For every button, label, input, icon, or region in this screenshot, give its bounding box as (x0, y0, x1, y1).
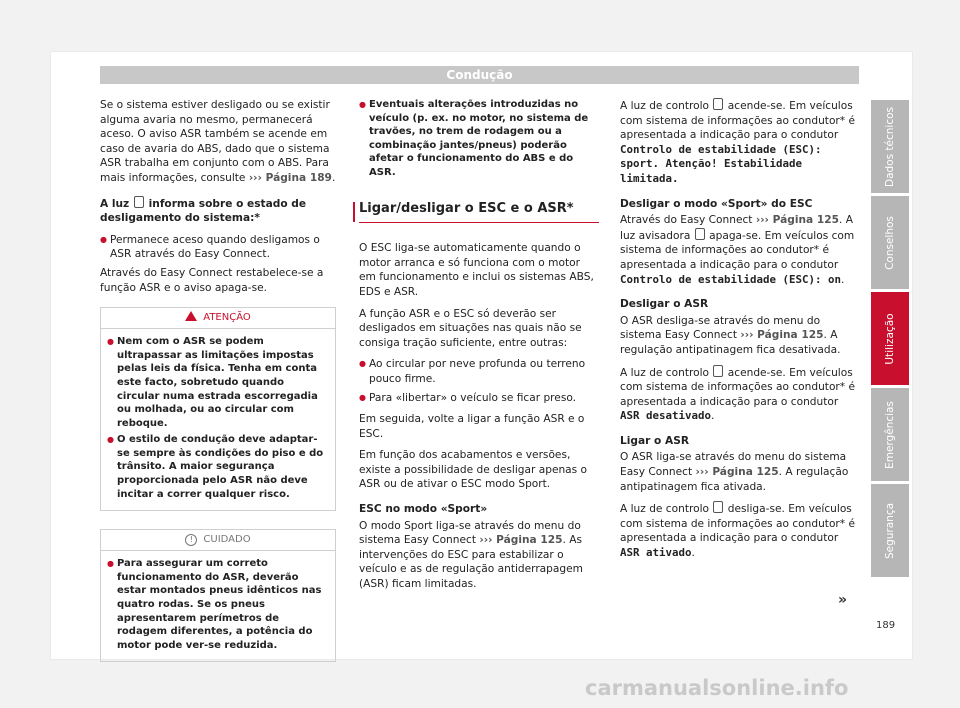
column-1 (100, 98, 336, 672)
tab-label: Emergências (884, 400, 896, 469)
bullet-item: ● Permanece aceso quando desligamos o ASR através do Easy Connect. (100, 233, 336, 262)
paragraph (620, 98, 860, 187)
page-reference-link[interactable]: ››› Página 125 (740, 329, 824, 342)
page-header: Condução (100, 66, 859, 84)
paragraph: O ESC liga-se automaticamente quando o motor arranca e só funciona com o motor em funcionamento e inclui os sistemas ABS, EDS e ASR. (359, 242, 594, 298)
paragraph-text: . A regulação antipatinagem fica desativada. (620, 329, 841, 356)
paragraph: A luz de controlo acende-se. Em veículos com sistema de informações ao condutor* é apresentada a indicação para o condutor ASR desativado. (620, 366, 855, 423)
section-title: Ligar/desligar o ESC e o ASR* (359, 202, 599, 224)
display-message: ASR ativado (620, 546, 692, 560)
paragraph: Em seguida, volte a ligar a função ASR e o ESC. (359, 413, 585, 440)
subheading: Desligar o modo «Sport» do ESC (620, 197, 813, 210)
display-message: Controlo de estabilidade (ESC): sport. Atenção! Estabilidade limitada. (620, 142, 822, 185)
tab-dados-tecnicos[interactable] (871, 100, 909, 193)
paragraph: A função ASR e o ESC só deverão ser desligados em situações nas quais não se consiga tração suficiente, entre outras: (359, 307, 582, 349)
asr-control-icon (713, 501, 723, 513)
info-icon: ! (185, 534, 197, 546)
bullet-item: ● Para «libertar» o veículo se ficar preso. (359, 391, 599, 406)
tab-label: Conselhos (884, 215, 896, 270)
paragraph-text: acende-se. Em veículos com sistema de informações ao condutor* é apresentada a indicação para o condutor (620, 366, 855, 408)
tab-label: Dados técnicos (884, 106, 896, 187)
paragraph-text: . As intervenções do ESC para estabilizar o veículo e as de regulação antiderrapagem (ASR) ficam limitadas. (359, 534, 583, 591)
tab-utilizacao[interactable] (871, 292, 909, 385)
paragraph (359, 519, 599, 592)
paragraph: A luz de controlo desliga-se. Em veículos com sistema de informações ao condutor* é apresentada a indicação para o condutor ASR ativado. (620, 503, 855, 560)
cuidado-body (101, 551, 335, 661)
atencao-title: ATENÇÃO (203, 312, 251, 324)
paragraph-text: A luz de controlo (620, 503, 710, 516)
paragraph-text: O ASR desliga-se através do menu do sistema Easy Connect (620, 314, 821, 342)
paragraph-text: A luz de controlo (620, 366, 710, 379)
paragraph: Se o sistema estiver desligado ou se existir alguma avaria no mesmo, permanecerá aceso. O aviso ASR também se acende em caso de avaria do ABS, dado que o sistema ASR trabalha em conjunto com o ABS. Para mais informações, consulte ››› Página 189. (100, 99, 336, 184)
atencao-item: ● Nem com o ASR se podem ultrapassar as limitações impostas pelas leis da física. Tenha em conta este facto, sobretudo quando circular numa estrada escorregadia ou molhada, ou ao circular com reboque. (107, 335, 329, 430)
subheading (100, 196, 336, 226)
paragraph: Em função dos acabamentos e versões, existe a possibilidade de desligar apenas o ASR ou de ativar o ESC modo Sport. (359, 449, 588, 491)
paragraph-text: acende-se. Em veículos com sistema de informações ao condutor* é apresentada a indicação para o condutor (620, 100, 855, 142)
paragraph-text: Se o sistema estiver desligado ou se existir alguma avaria no mesmo, permanecerá aceso. O aviso ASR também se acende em caso de avaria do ABS, dado que o sistema ASR trabalha em conjunto com o ABS. Para mais informações, consulte (100, 99, 330, 184)
tab-emergencias[interactable] (871, 388, 909, 481)
page-reference-link[interactable]: ››› Página 125 (755, 214, 839, 227)
cuidado-item: ● Para assegurar um correto funcionamento do ASR, deverão estar montados pneus idênticos nas quatro rodas. Se os pneus apresentarem perímetros de rodagem diferentes, a potência do motor pode ver-se reduzida. (107, 557, 329, 652)
paragraph-text: Através do Easy Connect (620, 214, 753, 227)
paragraph-text: O ASR liga-se através do menu do sistema Easy Connect (620, 451, 847, 479)
atencao-item: ● O estilo de condução deve adaptar-se sempre às condições do piso e do trânsito. A maior segurança proporcionada pelo ASR não deve incitar a correr qualquer risco. (107, 433, 329, 501)
cuidado-box (100, 529, 336, 662)
atencao-header (101, 308, 335, 329)
tab-seguranca[interactable] (871, 484, 909, 577)
display-message: Controlo de estabilidade (ESC): on (620, 272, 842, 286)
paragraph-text: desliga-se. Em veículos com sistema de informações ao condutor* é apresentada a indicação para o condutor (620, 503, 855, 545)
paragraph-text: . A regulação antipatinagem fica ativada. (620, 466, 849, 493)
subheading-text-a: A luz (100, 197, 130, 210)
page-reference-link[interactable]: ››› Página 189 (248, 171, 332, 184)
display-message: ASR desativado (620, 409, 712, 423)
asr-control-icon (713, 365, 723, 377)
paragraph: Através do Easy Connect ››› Página 125. A luz avisadora apaga-se. Em veículos com sistema de informações ao condutor* é apresentada a indicação para o condutor Controlo de estabilidade (ESC): on. (620, 214, 855, 286)
tab-label: Segurança (884, 502, 896, 559)
column-3 (620, 98, 860, 568)
paragraph: Através do Easy Connect restabelece-se a função ASR e o aviso apaga-se. (100, 266, 324, 294)
bullet-item: ● Eventuais alterações introduzidas no veículo (p. ex. no motor, no sistema de travões, no trem de rodagem ou a combinação jantes/pneus) poderão afetar o funcionamento do ABS e do ASR. (359, 98, 599, 180)
cuidado-title: CUIDADO (203, 534, 251, 546)
chapter-sidebar (871, 100, 909, 580)
subheading: Desligar o ASR (620, 298, 709, 311)
tab-label: Utilização (884, 312, 896, 365)
bullet-item: ● Ao circular por neve profunda ou terreno pouco firme. (359, 357, 599, 386)
paragraph-text: apaga-se. Em veículos com sistema de informações ao condutor* é apresentada a indicação para o condutor (620, 229, 855, 271)
subheading-text-b: informa sobre o estado de desligamento do sistema:* (100, 197, 307, 225)
atencao-body (101, 329, 335, 510)
page-number: 189 (876, 620, 896, 631)
watermark: carmanualsonline.info (585, 676, 849, 700)
cuidado-header (101, 530, 335, 551)
paragraph-text: . A luz avisadora (620, 214, 853, 242)
subheading: Ligar o ASR (620, 434, 689, 447)
warning-triangle-icon (185, 311, 197, 321)
page-reference-link[interactable]: ››› Página 125 (479, 534, 563, 547)
asr-warning-icon (134, 196, 144, 208)
tab-conselhos[interactable] (871, 196, 909, 289)
esc-control-icon (713, 98, 723, 110)
paragraph-text: A luz de controlo (620, 100, 710, 112)
column-2 (359, 98, 599, 599)
paragraph (620, 314, 860, 358)
esc-warning-icon (695, 228, 705, 240)
continue-mark: » (838, 592, 848, 608)
paragraph-text: O modo Sport liga-se através do menu do sistema Easy Connect (359, 519, 581, 547)
atencao-box (100, 307, 336, 511)
paragraph (620, 450, 860, 494)
page-reference-link[interactable]: ››› Página 125 (695, 466, 779, 479)
subheading: ESC no modo «Sport» (359, 503, 488, 516)
